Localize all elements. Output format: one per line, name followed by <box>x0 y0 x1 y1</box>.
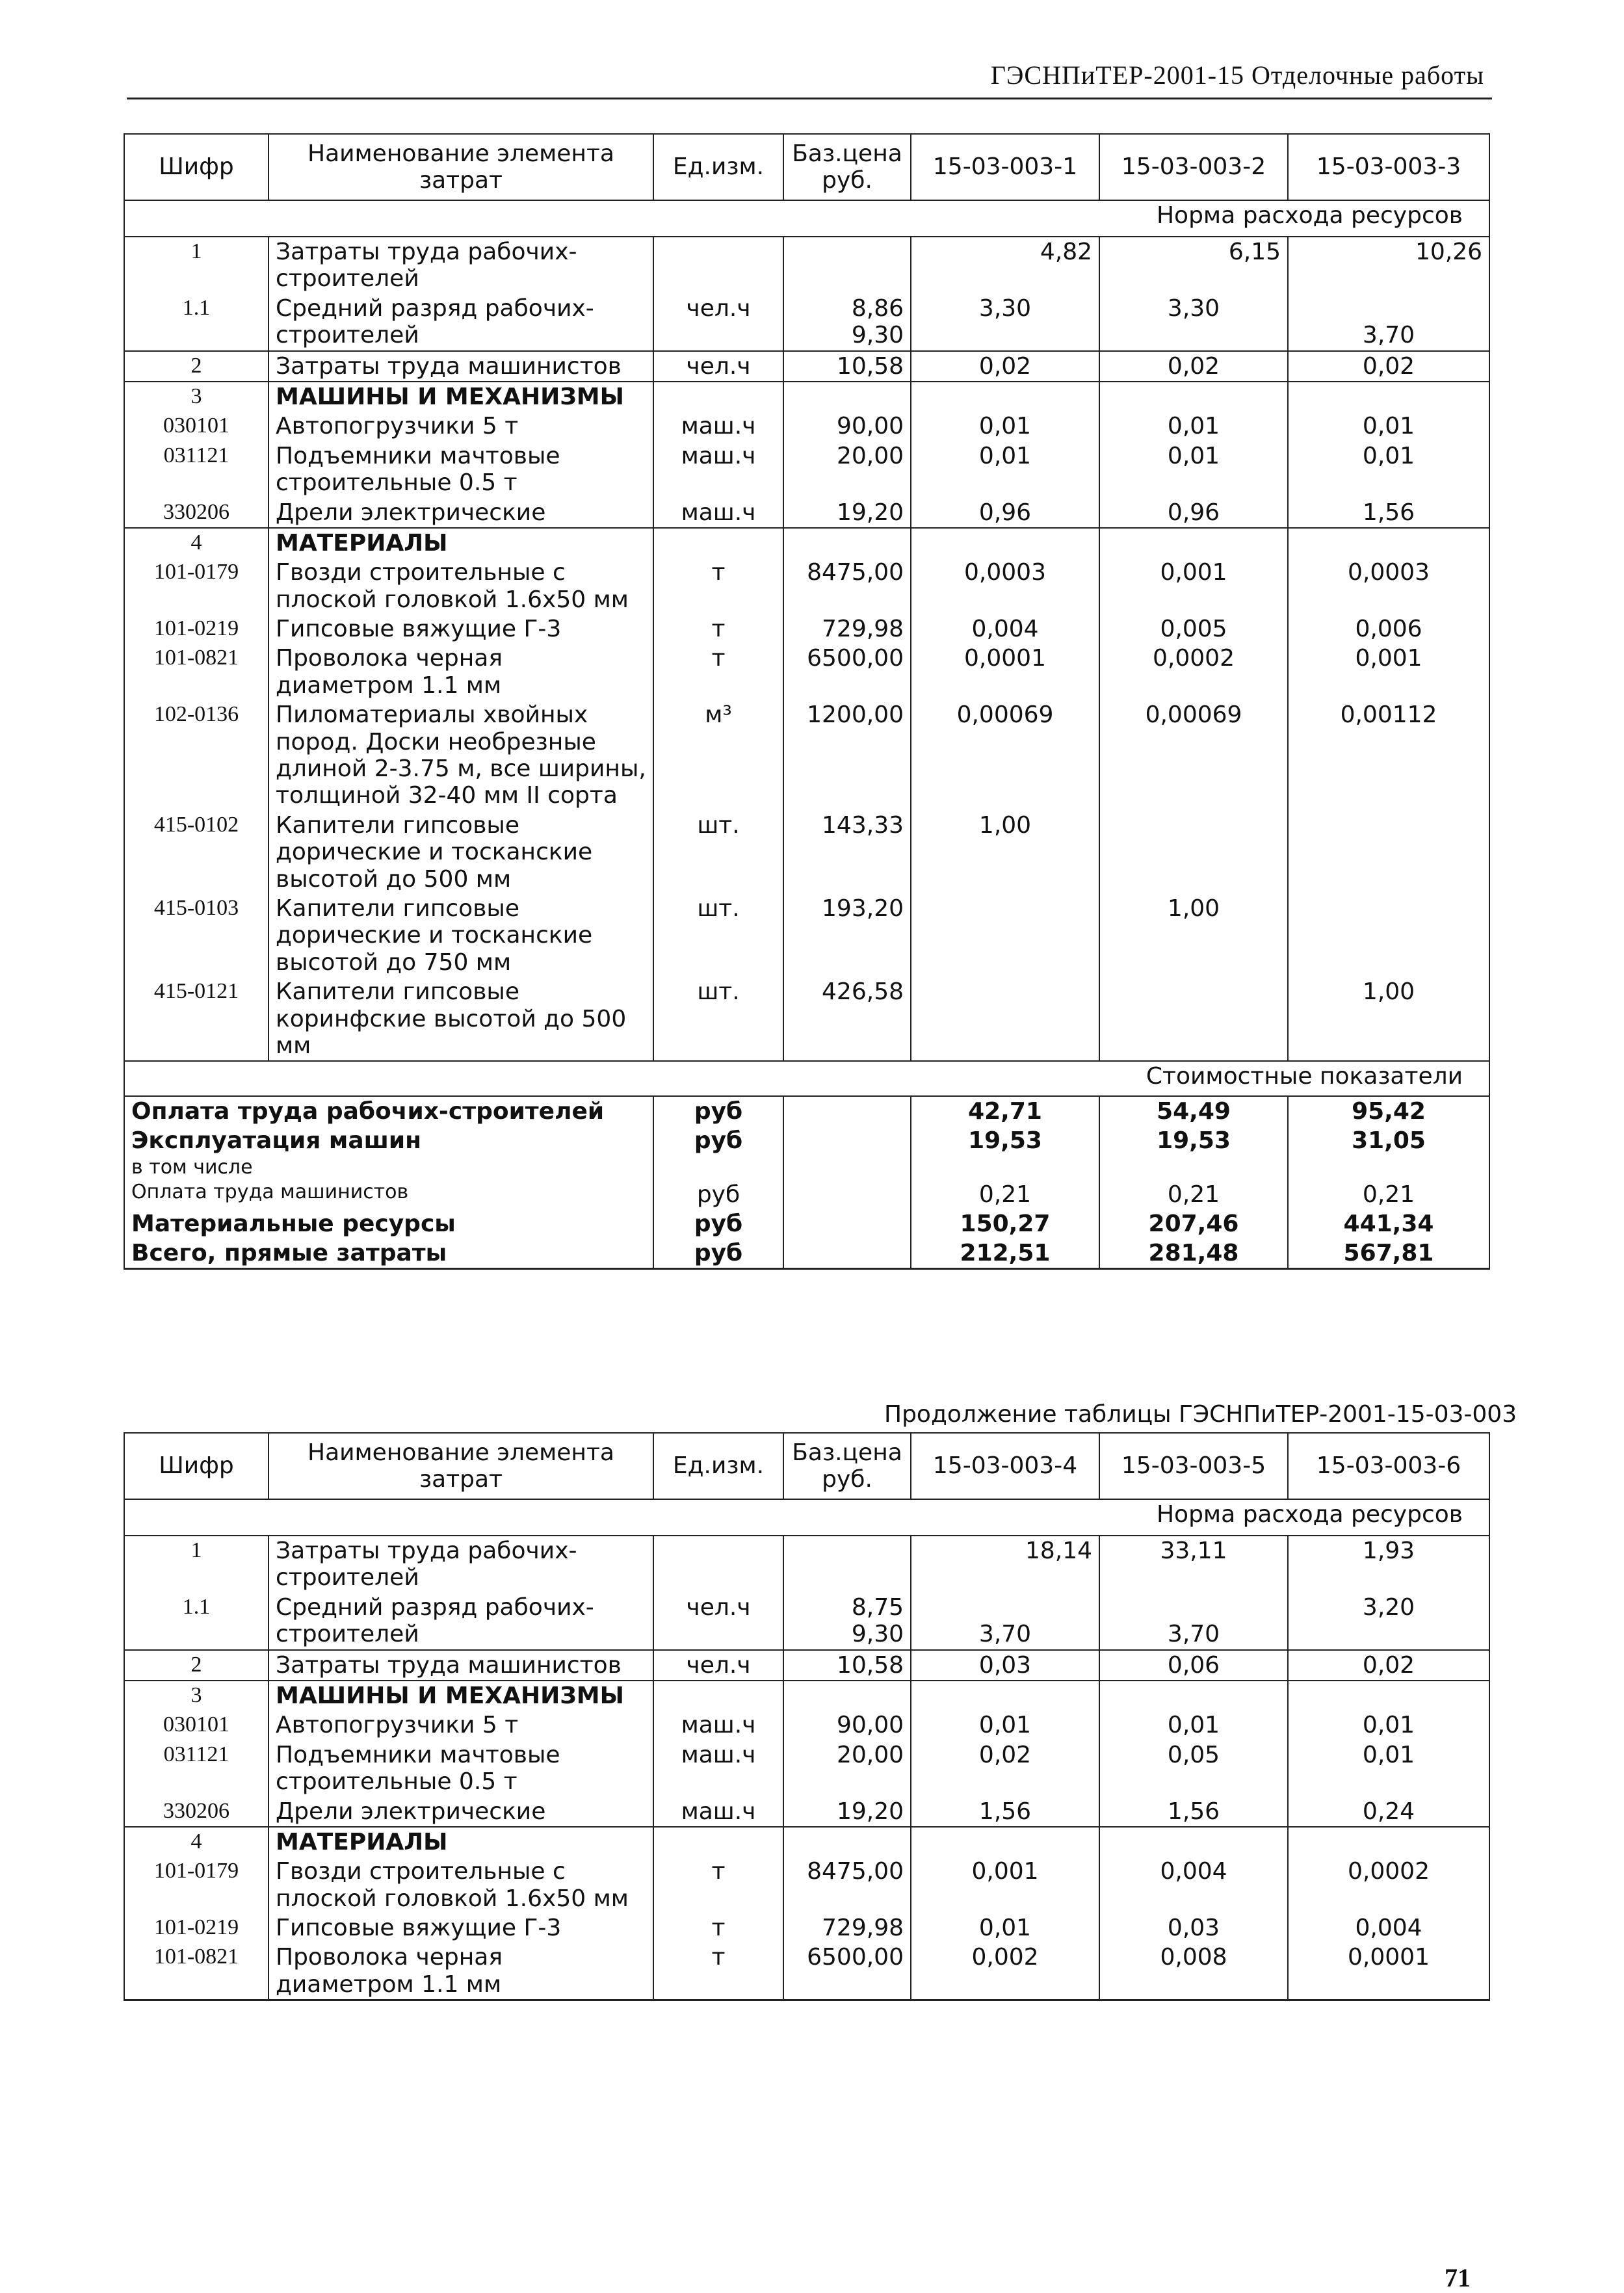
section-row <box>124 382 1489 412</box>
row-unit: шт. <box>653 977 783 1061</box>
row-value: 0,004 <box>1288 1913 1489 1943</box>
row-price: 143,33 <box>783 811 911 894</box>
row-name: Средний разряд рабочих-строителей <box>268 294 653 351</box>
row-unit: т <box>653 1913 783 1943</box>
table-row <box>124 441 1489 498</box>
row-value: 0,00069 <box>1099 700 1288 811</box>
running-header: ГЭСНПиТЕР-2001-15 Отделочные работы <box>990 60 1484 90</box>
col-header-2: 15-03-003-2 <box>1099 134 1288 200</box>
section-title: МАТЕРИАЛЫ <box>268 528 653 558</box>
row-code: 101-0821 <box>124 1943 268 2000</box>
row-code: 101-0219 <box>124 1913 268 1943</box>
row-name: Проволока черная диаметром 1.1 мм <box>268 1943 653 2000</box>
row-value: 0,03 <box>911 1650 1099 1681</box>
row-name: Затраты труда рабочих-строителей <box>268 237 653 294</box>
col-header-1: 15-03-003-1 <box>911 134 1099 200</box>
col-header-name: Наименование элемента затрат <box>268 134 653 200</box>
row-unit: т <box>653 614 783 644</box>
table-row <box>124 412 1489 441</box>
row-value: 0,05 <box>1099 1740 1288 1797</box>
row-price: 6500,00 <box>783 644 911 700</box>
row-name: Пиломатериалы хвойных пород. Доски необрезные длиной 2-3.75 м, все ширины, толщиной 32-40 мм II сорта <box>268 700 653 811</box>
summary-label: Всего, прямые затраты <box>124 1238 653 1269</box>
row-name: Проволока черная диаметром 1.1 мм <box>268 644 653 700</box>
row-code: 415-0121 <box>124 977 268 1061</box>
row-value <box>1288 894 1489 977</box>
table-row <box>124 894 1489 977</box>
row-name: Затраты труда машинистов <box>268 351 653 382</box>
row-unit: маш.ч <box>653 412 783 441</box>
col-header-code: Шифр <box>124 1433 268 1499</box>
section-title: МАШИНЫ И МЕХАНИЗМЫ <box>268 382 653 412</box>
row-value: 0,0002 <box>1288 1857 1489 1913</box>
row-value: 3,20 <box>1288 1593 1489 1650</box>
col-header-unit: Ед.изм. <box>653 1433 783 1499</box>
row-price: 19,20 <box>783 1797 911 1827</box>
summary-row <box>124 1180 1489 1209</box>
row-price: 6500,00 <box>783 1943 911 2000</box>
row-value: 0,00069 <box>911 700 1099 811</box>
summary-unit: руб <box>653 1238 783 1269</box>
row-name: Гипсовые вяжущие Г-3 <box>268 614 653 644</box>
resource-table-1 <box>124 133 1490 1270</box>
table-row <box>124 977 1489 1061</box>
table-row <box>124 498 1489 528</box>
summary-unit: руб <box>653 1209 783 1238</box>
row-code: 101-0179 <box>124 1857 268 1913</box>
row-code: 102-0136 <box>124 700 268 811</box>
row-unit: маш.ч <box>653 1710 783 1740</box>
row-value: 1,93 <box>1288 1536 1489 1593</box>
row-price: 90,00 <box>783 412 911 441</box>
row-value <box>1288 811 1489 894</box>
row-value: 10,26 <box>1288 237 1489 294</box>
row-value: 0,008 <box>1099 1943 1288 2000</box>
summary-value: 207,46 <box>1099 1209 1288 1238</box>
row-value: 3,70 <box>911 1593 1099 1650</box>
cost-indicators-row <box>124 1061 1489 1096</box>
row-name: Затраты труда машинистов <box>268 1650 653 1681</box>
row-code: 2 <box>124 351 268 382</box>
row-value: 33,11 <box>1099 1536 1288 1593</box>
resource-table-2 <box>124 1432 1490 2001</box>
row-value: 0,01 <box>1288 1740 1489 1797</box>
row-value: 0,01 <box>911 412 1099 441</box>
col-header-4: 15-03-003-4 <box>911 1433 1099 1499</box>
row-unit: шт. <box>653 811 783 894</box>
table-header-row <box>124 134 1489 200</box>
table-row <box>124 811 1489 894</box>
section-row <box>124 1827 1489 1857</box>
row-name: Капители гипсовые коринфские высотой до 500 мм <box>268 977 653 1061</box>
summary-value: 95,42 <box>1288 1096 1489 1126</box>
table-row <box>124 1857 1489 1913</box>
summary-row <box>124 1126 1489 1155</box>
col-header-unit: Ед.изм. <box>653 134 783 200</box>
row-unit: маш.ч <box>653 441 783 498</box>
row-value: 0,001 <box>1288 644 1489 700</box>
table-row <box>124 1710 1489 1740</box>
table-row <box>124 614 1489 644</box>
row-unit: маш.ч <box>653 498 783 528</box>
table-row <box>124 351 1489 382</box>
row-price: 8475,00 <box>783 558 911 614</box>
row-value: 1,00 <box>1099 894 1288 977</box>
summary-row <box>124 1209 1489 1238</box>
row-price: 729,98 <box>783 614 911 644</box>
row-value: 0,001 <box>1099 558 1288 614</box>
summary-row <box>124 1238 1489 1269</box>
norm-row <box>124 1499 1489 1536</box>
row-name: Автопогрузчики 5 т <box>268 412 653 441</box>
row-value: 0,004 <box>911 614 1099 644</box>
section-row <box>124 528 1489 558</box>
row-code: 031121 <box>124 1740 268 1797</box>
row-unit: т <box>653 1857 783 1913</box>
row-name: Гвозди строительные с плоской головкой 1.6x50 мм <box>268 1857 653 1913</box>
row-code: 3 <box>124 1681 268 1710</box>
row-code: 4 <box>124 528 268 558</box>
table-row <box>124 237 1489 294</box>
summary-unit: руб <box>653 1180 783 1209</box>
row-code: 4 <box>124 1827 268 1857</box>
table-row <box>124 1797 1489 1827</box>
summary-value: 567,81 <box>1288 1238 1489 1269</box>
row-unit: маш.ч <box>653 1740 783 1797</box>
summary-value: 19,53 <box>1099 1126 1288 1155</box>
norm-label: Норма расхода ресурсов <box>124 200 1489 237</box>
row-value: 3,30 <box>1099 294 1288 351</box>
row-price: 8,75 <box>851 1593 904 1621</box>
row-price: 9,30 <box>851 1621 904 1648</box>
row-price: 90,00 <box>783 1710 911 1740</box>
row-value: 0,02 <box>911 1740 1099 1797</box>
row-name: Автопогрузчики 5 т <box>268 1710 653 1740</box>
row-code: 101-0179 <box>124 558 268 614</box>
table-row <box>124 1943 1489 2000</box>
summary-value: 212,51 <box>911 1238 1099 1269</box>
row-value: 0,96 <box>1099 498 1288 528</box>
row-value: 0,01 <box>1099 441 1288 498</box>
row-value: 0,00112 <box>1288 700 1489 811</box>
summary-value: 0,21 <box>1099 1180 1288 1209</box>
row-value: 0,02 <box>1288 1650 1489 1681</box>
summary-value: 150,27 <box>911 1209 1099 1238</box>
row-value: 0,02 <box>911 351 1099 382</box>
row-unit: м³ <box>653 700 783 811</box>
row-code: 101-0219 <box>124 614 268 644</box>
row-code: 1 <box>124 1536 268 1593</box>
row-value: 0,01 <box>1099 412 1288 441</box>
row-value: 0,02 <box>1288 351 1489 382</box>
table-row <box>124 294 1489 351</box>
row-code: 1.1 <box>124 294 268 351</box>
row-value: 0,96 <box>911 498 1099 528</box>
table-row <box>124 700 1489 811</box>
row-name: Затраты труда рабочих-строителей <box>268 1536 653 1593</box>
table-row <box>124 1650 1489 1681</box>
row-code: 330206 <box>124 498 268 528</box>
row-code: 330206 <box>124 1797 268 1827</box>
summary-value: 54,49 <box>1099 1096 1288 1126</box>
row-value: 1,56 <box>911 1797 1099 1827</box>
summary-unit: руб <box>653 1126 783 1155</box>
summary-label: в том числе <box>124 1155 653 1180</box>
col-header-6: 15-03-003-6 <box>1288 1433 1489 1499</box>
summary-value: 441,34 <box>1288 1209 1489 1238</box>
row-value: 4,82 <box>911 237 1099 294</box>
row-value: 3,30 <box>911 294 1099 351</box>
row-value <box>1099 977 1288 1061</box>
row-value: 0,0003 <box>1288 558 1489 614</box>
row-value: 3,70 <box>1288 294 1489 351</box>
row-price: 19,20 <box>783 498 911 528</box>
table-row <box>124 558 1489 614</box>
row-value: 0,0003 <box>911 558 1099 614</box>
table-row <box>124 1593 1489 1650</box>
row-code: 3 <box>124 382 268 412</box>
row-value: 0,01 <box>1288 1710 1489 1740</box>
row-value: 18,14 <box>911 1536 1099 1593</box>
row-value: 0,24 <box>1288 1797 1489 1827</box>
row-price: 729,98 <box>783 1913 911 1943</box>
table-row <box>124 1913 1489 1943</box>
row-price: 10,58 <box>783 1650 911 1681</box>
row-unit: шт. <box>653 894 783 977</box>
summary-label: Оплата труда рабочих-строителей <box>124 1096 653 1126</box>
row-code: 030101 <box>124 412 268 441</box>
row-unit: маш.ч <box>653 1797 783 1827</box>
table-row <box>124 644 1489 700</box>
row-name: Дрели электрические <box>268 498 653 528</box>
row-value: 0,001 <box>911 1857 1099 1913</box>
row-value: 0,0001 <box>911 644 1099 700</box>
row-value <box>911 894 1099 977</box>
norm-label: Норма расхода ресурсов <box>124 1499 1489 1536</box>
row-unit: т <box>653 558 783 614</box>
row-name: Гвозди строительные с плоской головкой 1.6x50 мм <box>268 558 653 614</box>
norm-row <box>124 200 1489 237</box>
col-header-5: 15-03-003-5 <box>1099 1433 1288 1499</box>
row-code: 030101 <box>124 1710 268 1740</box>
row-unit: чел.ч <box>653 351 783 382</box>
header-rule <box>127 98 1492 99</box>
row-value: 0,01 <box>911 1913 1099 1943</box>
row-value: 0,01 <box>911 1710 1099 1740</box>
continuation-caption: Продолжение таблицы ГЭСНПиТЕР-2001-15-03-003 <box>884 1401 1517 1428</box>
summary-value: 0,21 <box>911 1180 1099 1209</box>
row-value: 0,02 <box>1099 351 1288 382</box>
row-price: 10,58 <box>783 351 911 382</box>
row-name: Капители гипсовые дорические и тосканские высотой до 750 мм <box>268 894 653 977</box>
page-number: 71 <box>1445 2263 1471 2292</box>
row-unit: чел.ч <box>653 294 783 351</box>
summary-value: 0,21 <box>1288 1180 1489 1209</box>
row-value: 1,56 <box>1099 1797 1288 1827</box>
row-code: 2 <box>124 1650 268 1681</box>
summary-row <box>124 1155 1489 1180</box>
row-value: 0,06 <box>1099 1650 1288 1681</box>
row-value: 0,006 <box>1288 614 1489 644</box>
summary-label: Эксплуатация машин <box>124 1126 653 1155</box>
section-title: МАТЕРИАЛЫ <box>268 1827 653 1857</box>
col-header-name: Наименование элемента затрат <box>268 1433 653 1499</box>
summary-label: Оплата труда машинистов <box>124 1180 653 1209</box>
row-code: 415-0103 <box>124 894 268 977</box>
col-header-price: Баз.цена руб. <box>783 134 911 200</box>
row-value: 0,01 <box>1288 441 1489 498</box>
row-name: Дрели электрические <box>268 1797 653 1827</box>
summary-unit: руб <box>653 1096 783 1126</box>
row-value <box>1099 811 1288 894</box>
row-price: 193,20 <box>783 894 911 977</box>
table-row <box>124 1536 1489 1593</box>
row-name: Средний разряд рабочих-строителей <box>268 1593 653 1650</box>
summary-value: 281,48 <box>1099 1238 1288 1269</box>
section-title: МАШИНЫ И МЕХАНИЗМЫ <box>268 1681 653 1710</box>
row-value: 1,56 <box>1288 498 1489 528</box>
col-header-price: Баз.цена руб. <box>783 1433 911 1499</box>
table-header-row <box>124 1433 1489 1499</box>
section-row <box>124 1681 1489 1710</box>
row-value: 0,01 <box>1099 1710 1288 1740</box>
row-unit: чел.ч <box>653 1593 783 1650</box>
row-code: 101-0821 <box>124 644 268 700</box>
row-name: Подъемники мачтовые строительные 0.5 т <box>268 1740 653 1797</box>
row-price: 20,00 <box>783 1740 911 1797</box>
row-value: 1,00 <box>911 811 1099 894</box>
row-value: 0,01 <box>911 441 1099 498</box>
row-name: Капители гипсовые дорические и тосканские высотой до 500 мм <box>268 811 653 894</box>
summary-label: Материальные ресурсы <box>124 1209 653 1238</box>
row-price: 20,00 <box>783 441 911 498</box>
row-value: 0,002 <box>911 1943 1099 2000</box>
row-value: 6,15 <box>1099 237 1288 294</box>
row-value: 0,03 <box>1099 1913 1288 1943</box>
cost-label: Стоимостные показатели <box>124 1061 1489 1096</box>
row-value: 0,0001 <box>1288 1943 1489 2000</box>
row-price: 8475,00 <box>783 1857 911 1913</box>
row-name: Подъемники мачтовые строительные 0.5 т <box>268 441 653 498</box>
row-price: 8,86 <box>851 295 904 322</box>
row-value: 3,70 <box>1099 1593 1288 1650</box>
table-row <box>124 1740 1489 1797</box>
summary-value: 31,05 <box>1288 1126 1489 1155</box>
row-price: 9,30 <box>851 322 904 349</box>
row-value: 1,00 <box>1288 977 1489 1061</box>
row-name: Гипсовые вяжущие Г-3 <box>268 1913 653 1943</box>
row-unit: т <box>653 1943 783 2000</box>
row-code: 1.1 <box>124 1593 268 1650</box>
col-header-3: 15-03-003-3 <box>1288 134 1489 200</box>
row-value: 0,004 <box>1099 1857 1288 1913</box>
row-price: 426,58 <box>783 977 911 1061</box>
row-value <box>911 977 1099 1061</box>
row-value: 0,01 <box>1288 412 1489 441</box>
summary-value: 19,53 <box>911 1126 1099 1155</box>
row-unit: т <box>653 644 783 700</box>
row-price: 1200,00 <box>783 700 911 811</box>
row-code: 031121 <box>124 441 268 498</box>
row-code: 415-0102 <box>124 811 268 894</box>
col-header-code: Шифр <box>124 134 268 200</box>
summary-row <box>124 1096 1489 1126</box>
row-code: 1 <box>124 237 268 294</box>
row-unit: чел.ч <box>653 1650 783 1681</box>
summary-value: 42,71 <box>911 1096 1099 1126</box>
row-value: 0,0002 <box>1099 644 1288 700</box>
row-value: 0,005 <box>1099 614 1288 644</box>
